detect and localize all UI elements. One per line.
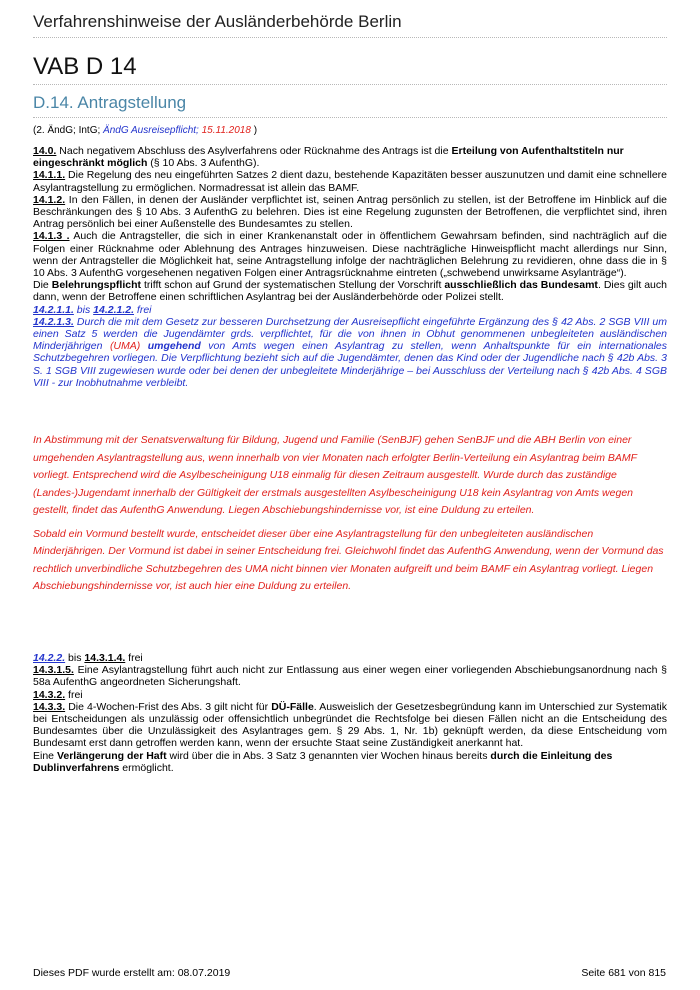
subsection-divider bbox=[33, 117, 667, 118]
section-code: VAB D 14 bbox=[33, 53, 137, 80]
paragraph-14-2-2: 14.2.2. bis 14.3.1.4. frei bbox=[33, 652, 143, 664]
text-block-1 bbox=[33, 145, 667, 389]
amendment-link[interactable]: ÄndG Ausreisepflicht; bbox=[103, 125, 199, 136]
paragraph-14-3-1-5: 14.3.1.5. Eine Asylantragstellung führt auch nicht zur Entlassung aus einer wegen einer vorliegenden Abschiebungsanordnung nach § 58a AufenthG angeordneten Sicherungshaft. bbox=[33, 664, 667, 689]
paragraph-haft: Eine Verlängerung der Haft wird über die in Abs. 3 Satz 3 genannten vier Wochen hinaus bereits durch die Einleitung des Dublinverfahrens ermöglicht. bbox=[33, 749, 613, 774]
red-note-1: In Abstimmung mit der Senatsverwaltung für Bildung, Jugend und Familie (SenBJF) gehen SenBJF und die ABH Berlin von einer umgehenden Asylantragstellung aus, wenn innerhalb von vier Monaten nach erfolgter Berlin-Verteilung ein Asylantrag beim BAMF vorliegt. Entsprechend wird die Asylbescheinigung U18 einmalig für diesen Zeitraum ausgestellt. Wurde durch das zuständige (Landes-)Jugendamt innerhalb der Gültigkeit der erstmals ausgestellten Asylbescheinigung U18 kein Asylantrag von Amts wegen gestellt, findet das AufenthG Anwendung. Liegen Abschiebungshindernisse vor, ist eine Duldung zu erteilen. bbox=[33, 434, 637, 516]
text-block-2 bbox=[33, 652, 667, 774]
paragraph-14-1-2: 14.1.2. In den Fällen, in denen der Ausländer verpflichtet ist, seinen Antrag persönlich zu stellen, ist der Betroffene im Hinblick auf die Beschränkungen des § 10 Abs. 3 AufenthG zu belehren. Dies ist eine Regelung zugunsten der Betroffenen, die verpflichtet sind, ihren Antrag persönlich bei einer Außenstelle des Bundesamtes zu stellen. bbox=[33, 193, 667, 231]
paragraph-14-1-3: 14.1.3 . Auch die Antragsteller, die sich in einer Krankenanstalt oder in öffentlichem Gewahrsam befinden, sind nachträglich auf die Folgen einer Rücknahme oder Ablehnung des Antrages hinzuweisen. Diese nachträgliche Hinweispflicht macht allerdings nur Sinn, wenn der Antragsteller die Möglichkeit hat, seine Antragstellung infolge der nachträglichen Belehrung zu revidieren, ohne dass die in § 10 Abs. 3 AufenthG vorgesehenen negativen Folgen einer Antragsrücknahme eintreten („schwebend unwirksame Asylanträge“). bbox=[33, 230, 667, 280]
paragraph-14-1-1: 14.1.1. Die Regelung des neu eingeführten Satzes 2 dient dazu, bestehende Kapazitäten besser auszunutzen und damit eine schnellere Asylantragstellung zu ermöglichen. Normadressat ist allein das BAMF. bbox=[33, 169, 667, 194]
paragraph-14-3-3: 14.3.3. Die 4-Wochen-Frist des Abs. 3 gilt nicht für DÜ-Fälle. Ausweislich der Gesetzesbegründung kann im Unterschied zur Systematik bei Entscheidungen als unzulässig oder offensichtlich unbegründet die Rechtsfolge bei diesen Fällen nicht an die Entscheidung des Bundesamtes über die Unzulässigkeit des Asylantrages gem. § 29 Abs. 1, Nr. 1b) geknüpft werden, da diese Entscheidung vom Bundesamt erst dann getroffen werden kann, wenn der ersuchte Staat seine Zuständigkeit anerkannt hat. bbox=[33, 700, 667, 750]
link-14-2-1-1[interactable]: 14.2.1.1. bbox=[33, 303, 74, 316]
red-note-block bbox=[33, 432, 667, 596]
paragraph-14-0: 14.0. Nach negativem Abschluss des Asylverfahrens oder Rücknahme des Antrags ist die Erteilung von Aufenthaltstiteln nur eingeschränkt möglich (§ 10 Abs. 3 AufenthG). bbox=[33, 145, 624, 170]
paragraph-14-2-1-1: 14.2.1.1. bis 14.2.1.2. frei bbox=[33, 303, 152, 316]
paragraph-belehrungspflicht: Die Belehrungspflicht trifft schon auf Grund der systematischen Stellung der Vorschrift ausschließlich das Bundesamt. Dies gilt auch dann, wenn der Betroffene einen schriftlichen Asylantrag bei der Ausländerbehörde oder Polizei stellt. bbox=[33, 279, 667, 304]
header-divider bbox=[33, 37, 667, 38]
red-note-2: Sobald ein Vormund bestellt wurde, entscheidet dieser über eine Asylantragstellung für den unbegleiteten ausländischen Minderjährigen. Der Vormund ist dabei in seiner Entscheidung frei. Gleichwohl findet das AufenthG Anwendung, wenn der Vormund das rechtlich unverbindliche Schutzbegehren des UMA nicht binnen vier Monaten aufgreift und beim BAMF ein Asylantrag vorliegt. Liegen Abschiebungshindernisse vor, ist auch hier eine Duldung zu erteilen. bbox=[33, 527, 664, 592]
section-divider bbox=[33, 84, 667, 85]
footer-page-number: Seite 681 von 815 bbox=[581, 967, 666, 979]
link-14-2-2[interactable]: 14.2.2. bbox=[33, 652, 66, 664]
link-14-2-1-2[interactable]: 14.2.1.2. bbox=[93, 303, 135, 316]
amendment-date: 15.11.2018 bbox=[198, 125, 251, 136]
document-header: Verfahrenshinweise der Ausländerbehörde Berlin bbox=[33, 12, 402, 31]
amendment-note: (2. ÄndG; IntG; ÄndG Ausreisepflicht; 15.11.2018 ) bbox=[33, 125, 258, 136]
footer-created: Dieses PDF wurde erstellt am: 08.07.2019 bbox=[33, 967, 231, 979]
section-title: D.14. Antragstellung bbox=[33, 93, 187, 112]
paragraph-14-3-2: 14.3.2. frei bbox=[33, 688, 83, 701]
paragraph-14-2-1-3: 14.2.1.3. Durch die mit dem Gesetz zur besseren Durchsetzung der Ausreisepflicht eingeführte Ergänzung des § 42 Abs. 2 SGB VIII um einen Satz 5 werden die Jugendämter grds. verpflichtet, für die von ihnen in Obhut genommenen unbegleiteten ausländischen Minderjährigen (UMA) umgehend von Amts wegen einen Asylantrag zu stellen, wenn Anhaltspunkte für ein internationales Schutzbegehren vorliegen. Die Verpflichtung bezieht sich auf die Jugendämter, denen das Kind oder der Jugendliche nach § 42b Abs. 3 S. 1 SGB VIII zugewiesen wurde oder bei denen der unbegleitete Minderjährige – bei Ausschluss der Verteilung nach § 42b Abs. 4 SGB VIII - zur Inobhutnahme verbleibt. bbox=[33, 315, 667, 389]
